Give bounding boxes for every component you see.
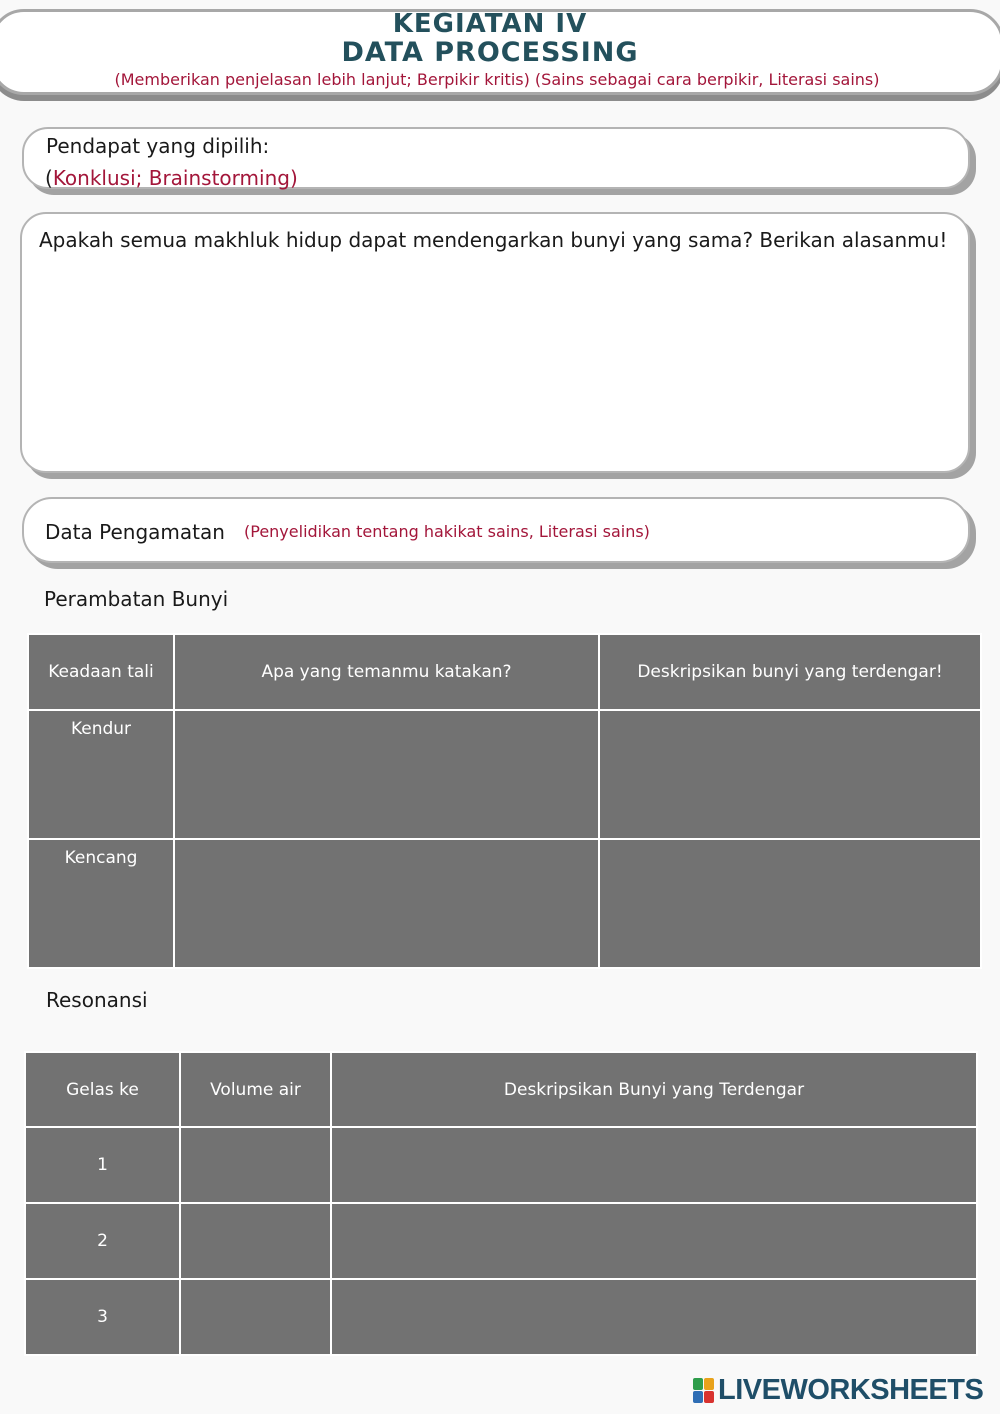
liveworksheets-logo bbox=[693, 1374, 983, 1406]
pendapat-skill-text: Konklusi; Brainstorming) bbox=[52, 166, 298, 190]
table-row bbox=[28, 710, 981, 839]
perambatan-section-title: Perambatan Bunyi bbox=[44, 587, 229, 611]
column-header: Deskripsikan Bunyi yang Terdengar bbox=[331, 1052, 977, 1127]
liveworksheets-logo-icon bbox=[693, 1378, 715, 1404]
column-header: Apa yang temanmu katakan? bbox=[174, 634, 599, 710]
activity-subtitle-title: DATA PROCESSING bbox=[341, 37, 639, 68]
row-label: 2 bbox=[25, 1203, 180, 1279]
table-header-row bbox=[25, 1052, 977, 1127]
answer-cell[interactable] bbox=[331, 1279, 977, 1355]
column-header: Keadaan tali bbox=[28, 634, 174, 710]
perambatan-table bbox=[27, 633, 982, 969]
activity-title: KEGIATAN IV bbox=[392, 9, 588, 39]
activity-skills-note: (Memberikan penjelasan lebih lanjut; Berpikir kritis) (Sains sebagai cara berpikir, Literasi sains) bbox=[114, 70, 880, 89]
open-paren: ( bbox=[45, 166, 53, 190]
answer-cell[interactable] bbox=[331, 1127, 977, 1203]
data-pengamatan-skill-note: (Penyelidikan tentang hakikat sains, Literasi sains) bbox=[244, 522, 650, 541]
resonansi-section-title: Resonansi bbox=[46, 988, 148, 1012]
liveworksheets-wordmark: LIVEWORKSHEETS bbox=[718, 1374, 984, 1406]
table-header-row bbox=[28, 634, 981, 710]
answer-cell[interactable] bbox=[331, 1203, 977, 1279]
question-text: Apakah semua makhluk hidup dapat mendengarkan bunyi yang sama? Berikan alasanmu! bbox=[39, 228, 948, 252]
row-label: 1 bbox=[25, 1127, 180, 1203]
answer-cell[interactable] bbox=[599, 839, 981, 968]
logo-square-v bbox=[693, 1391, 703, 1403]
pendapat-label: Pendapat yang dipilih: bbox=[46, 134, 270, 158]
row-label: Kencang bbox=[28, 839, 174, 968]
table-row bbox=[25, 1279, 977, 1355]
answer-cell[interactable] bbox=[180, 1203, 331, 1279]
answer-cell[interactable] bbox=[180, 1127, 331, 1203]
table-row bbox=[28, 839, 981, 968]
answer-cell[interactable] bbox=[174, 710, 599, 839]
row-label: Kendur bbox=[28, 710, 174, 839]
answer-cell[interactable] bbox=[180, 1279, 331, 1355]
table-row bbox=[25, 1127, 977, 1203]
answer-cell[interactable] bbox=[174, 839, 599, 968]
pendapat-skill-note bbox=[45, 166, 298, 190]
row-label: 3 bbox=[25, 1279, 180, 1355]
column-header: Gelas ke bbox=[25, 1052, 180, 1127]
column-header: Volume air bbox=[180, 1052, 331, 1127]
logo-square-e bbox=[704, 1391, 714, 1403]
answer-cell[interactable] bbox=[599, 710, 981, 839]
column-header: Deskripsikan bunyi yang terdengar! bbox=[599, 634, 981, 710]
logo-square-l bbox=[693, 1378, 703, 1390]
logo-square-i bbox=[704, 1378, 714, 1390]
resonansi-table bbox=[24, 1051, 978, 1356]
table-row bbox=[25, 1203, 977, 1279]
data-pengamatan-label: Data Pengamatan bbox=[45, 520, 225, 544]
